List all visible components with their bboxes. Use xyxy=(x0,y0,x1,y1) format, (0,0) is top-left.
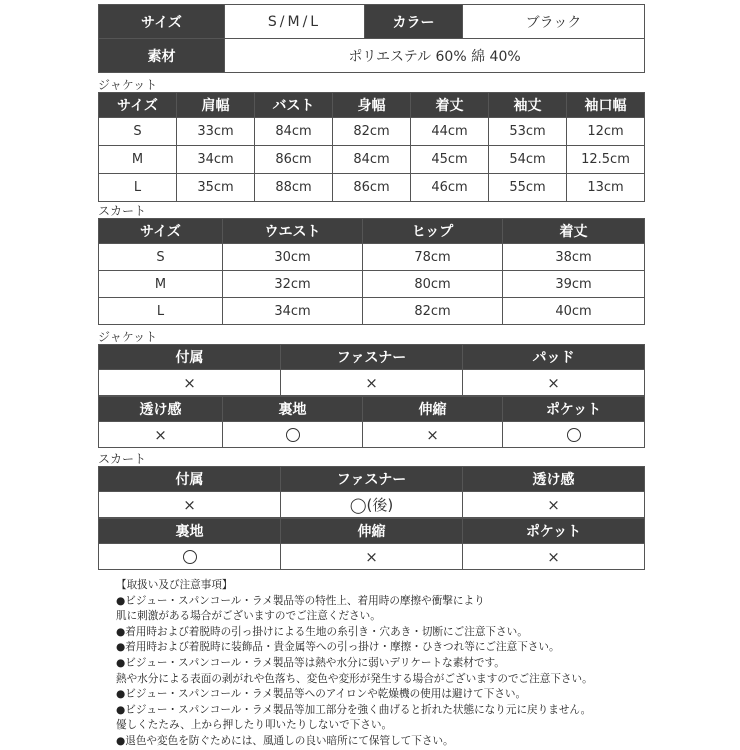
table-header-cell: ヒップ xyxy=(363,219,503,244)
feature-header-cell: 裏地 xyxy=(99,519,281,544)
note-line: ●ビジュー・スパンコール・ラメ製品等加工部分を強く曲げると折れた状態になり元に戻りません。 xyxy=(116,703,592,716)
feature-value-cell: × xyxy=(363,422,503,448)
feature-header-cell: 透け感 xyxy=(99,397,223,422)
circle-mark-icon xyxy=(286,428,300,442)
jacket-features-table-1 xyxy=(98,344,645,396)
table-cell: 82cm xyxy=(333,118,411,146)
table-cell: 46cm xyxy=(411,174,489,202)
material-label: 素材 xyxy=(99,39,225,73)
table-cell: M xyxy=(99,271,223,298)
table-header-cell: サイズ xyxy=(99,219,223,244)
table-header-cell: サイズ xyxy=(99,93,177,118)
feature-header-cell: ポケット xyxy=(463,519,645,544)
table-row xyxy=(99,271,645,298)
table-row xyxy=(99,244,645,271)
feature-value-cell xyxy=(99,544,281,570)
table-row xyxy=(99,146,645,174)
feature-header-cell: パッド xyxy=(463,345,645,370)
table-row xyxy=(99,370,645,396)
notes-heading: 【取扱い及び注意事項】 xyxy=(116,579,233,591)
feature-header-cell: 伸縮 xyxy=(281,519,463,544)
color-label: カラー xyxy=(365,5,463,39)
table-cell: 84cm xyxy=(333,146,411,174)
note-line: ●着用時および着脱時に装飾品・貴金属等への引っ掛け・摩擦・ひきつれ等にご注意下さい。 xyxy=(116,641,560,654)
table-cell: 78cm xyxy=(363,244,503,271)
table-cell: S xyxy=(99,244,223,271)
table-header-cell: 袖丈 xyxy=(489,93,567,118)
table-cell: 39cm xyxy=(503,271,645,298)
table-cell: 88cm xyxy=(255,174,333,202)
table-row xyxy=(99,397,645,422)
note-line: 肌に刺激がある場合がございますのでご注意ください。 xyxy=(116,610,381,623)
circle-mark-icon xyxy=(567,428,581,442)
table-row xyxy=(99,467,645,492)
note-line: ●ビジュー・スパンコール・ラメ製品等は熱や水分に弱いデリケートな素材です。 xyxy=(116,656,505,669)
table-header-cell: バスト xyxy=(255,93,333,118)
feature-header-cell: 裏地 xyxy=(223,397,363,422)
table-row xyxy=(99,544,645,570)
table-cell: 55cm xyxy=(489,174,567,202)
table-cell: M xyxy=(99,146,177,174)
feature-value-cell xyxy=(223,422,363,448)
table-header-cell: ウエスト xyxy=(223,219,363,244)
skirt-features-table-2 xyxy=(98,518,645,570)
table-cell: L xyxy=(99,174,177,202)
table-cell: 12cm xyxy=(567,118,645,146)
feature-header-cell: ポケット xyxy=(503,397,645,422)
table-header-cell: 袖口幅 xyxy=(567,93,645,118)
size-label: サイズ xyxy=(99,5,225,39)
table-cell: 86cm xyxy=(333,174,411,202)
skirt-features-table-1 xyxy=(98,466,645,518)
feature-value-cell: × xyxy=(99,370,281,396)
table-cell: 32cm xyxy=(223,271,363,298)
skirt-size-caption: スカート xyxy=(98,204,147,218)
note-line: ●着用時および着脱時の引っ掛けによる生地の糸引き・穴あき・切断にご注意下さい。 xyxy=(116,625,528,638)
table-cell: 33cm xyxy=(177,118,255,146)
table-row xyxy=(99,93,645,118)
table-cell: 40cm xyxy=(503,298,645,325)
feature-value-cell: × xyxy=(281,370,463,396)
jacket-size-caption: ジャケット xyxy=(98,78,158,92)
table-cell: 35cm xyxy=(177,174,255,202)
table-header-cell: 肩幅 xyxy=(177,93,255,118)
table-row xyxy=(99,219,645,244)
table-cell: 80cm xyxy=(363,271,503,298)
feature-value-cell: × xyxy=(99,422,223,448)
table-cell: L xyxy=(99,298,223,325)
table-cell: 53cm xyxy=(489,118,567,146)
feature-header-cell: ファスナー xyxy=(281,345,463,370)
table-header-cell: 着丈 xyxy=(503,219,645,244)
table-cell: 86cm xyxy=(255,146,333,174)
color-value: ブラック xyxy=(463,5,645,39)
feature-header-cell: 透け感 xyxy=(463,467,645,492)
note-line: 熱や水分による表面の剥がれや色落ち、変色や変形が発生する場合がございますのでご注意下さい。 xyxy=(116,672,593,685)
feature-header-cell: 伸縮 xyxy=(363,397,503,422)
feature-value-cell: × xyxy=(99,492,281,518)
table-header-cell: 身幅 xyxy=(333,93,411,118)
note-line: ●ビジュー・スパンコール・ラメ製品等へのアイロンや乾燥機の使用は避けて下さい。 xyxy=(116,688,527,701)
table-header-cell: 着丈 xyxy=(411,93,489,118)
feature-value-cell xyxy=(503,422,645,448)
table-row xyxy=(99,298,645,325)
table-cell: 34cm xyxy=(177,146,255,174)
skirt-size-table xyxy=(98,218,645,325)
feature-header-cell: ファスナー xyxy=(281,467,463,492)
summary-table xyxy=(98,4,645,73)
feature-value-cell: × xyxy=(463,492,645,518)
table-cell: 82cm xyxy=(363,298,503,325)
table-row xyxy=(99,174,645,202)
table-row xyxy=(99,118,645,146)
feature-value-cell: ◯(後) xyxy=(281,492,463,518)
jacket-features-caption: ジャケット xyxy=(98,330,158,344)
table-cell: 34cm xyxy=(223,298,363,325)
jacket-size-table xyxy=(98,92,645,202)
table-cell: S xyxy=(99,118,177,146)
feature-header-cell: 付属 xyxy=(99,467,281,492)
table-row xyxy=(99,492,645,518)
table-cell: 13cm xyxy=(567,174,645,202)
feature-value-cell: × xyxy=(281,544,463,570)
table-row xyxy=(99,519,645,544)
table-cell: 84cm xyxy=(255,118,333,146)
table-cell: 44cm xyxy=(411,118,489,146)
note-line: ●ビジュー・スパンコール・ラメ製品等の特性上、着用時の摩擦や衝撃により xyxy=(116,594,485,607)
table-row xyxy=(99,345,645,370)
table-cell: 38cm xyxy=(503,244,645,271)
table-cell: 30cm xyxy=(223,244,363,271)
table-cell: 45cm xyxy=(411,146,489,174)
material-value: ポリエステル 60% 綿 40% xyxy=(225,39,645,73)
care-notes xyxy=(116,578,636,750)
feature-header-cell: 付属 xyxy=(99,345,281,370)
size-value: S/M/L xyxy=(225,5,365,39)
table-row xyxy=(99,422,645,448)
skirt-features-caption: スカート xyxy=(98,452,147,466)
feature-value-cell: × xyxy=(463,544,645,570)
note-line: ●退色や変色を防ぐためには、風通しの良い暗所にて保管して下さい。 xyxy=(116,734,454,747)
feature-value-cell: × xyxy=(463,370,645,396)
table-cell: 54cm xyxy=(489,146,567,174)
note-line: 優しくたたみ、上から押したり叩いたりしないで下さい。 xyxy=(116,719,393,732)
jacket-features-table-2 xyxy=(98,396,645,448)
table-cell: 12.5cm xyxy=(567,146,645,174)
circle-mark-icon xyxy=(183,550,197,564)
